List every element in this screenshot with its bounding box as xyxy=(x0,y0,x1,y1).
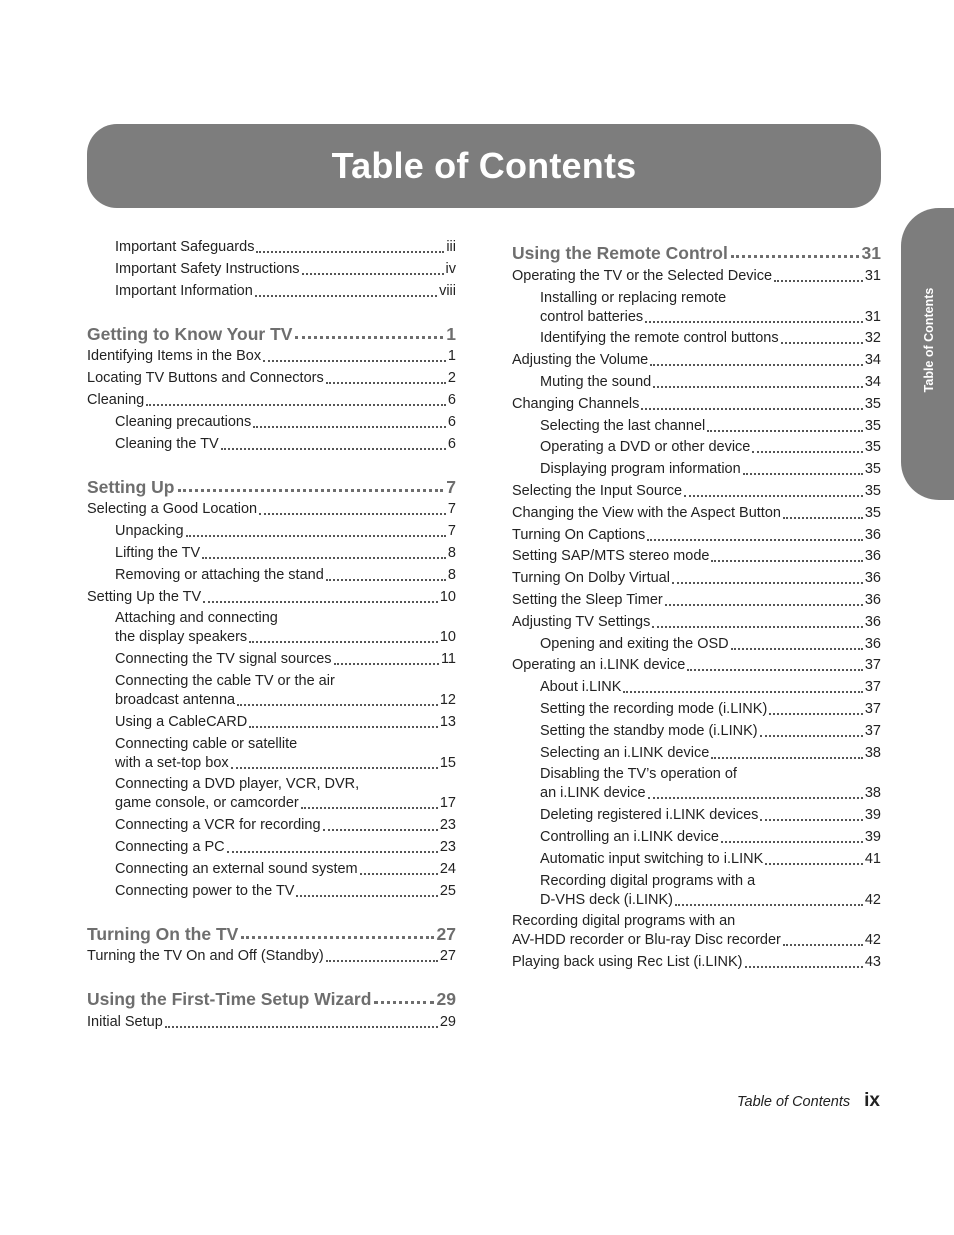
toc-entry[interactable] xyxy=(87,347,456,366)
toc-entry-page: iv xyxy=(445,260,456,277)
toc-entry-title: Selecting the Input Source xyxy=(512,482,683,499)
toc-entry-page: 27 xyxy=(439,948,456,965)
toc-entry[interactable] xyxy=(87,816,456,835)
toc-entry[interactable] xyxy=(512,591,881,610)
dot-leader xyxy=(231,767,438,769)
toc-entry[interactable] xyxy=(87,369,456,388)
section-heading[interactable] xyxy=(87,472,456,498)
toc-entry[interactable] xyxy=(512,289,881,327)
toc-entry-title: Setting the standby mode (i.LINK) xyxy=(540,722,758,739)
dot-leader xyxy=(647,539,863,541)
section-heading[interactable] xyxy=(87,984,456,1010)
dot-leader xyxy=(256,251,444,253)
toc-entry-title: Setting the recording mode (i.LINK) xyxy=(540,700,768,717)
toc-entry-title-line: Connecting cable or satellite xyxy=(115,735,298,752)
toc-right-column xyxy=(512,238,881,972)
toc-entry-title-line: Disabling the TV’s operation of xyxy=(540,766,737,783)
page-footer xyxy=(737,1090,880,1112)
toc-entry[interactable] xyxy=(512,329,881,348)
toc-entry-last-line xyxy=(115,691,456,710)
toc-entry-page: 37 xyxy=(864,679,881,696)
toc-entry[interactable] xyxy=(87,282,456,301)
toc-entry[interactable] xyxy=(512,351,881,370)
toc-entry-page: 35 xyxy=(864,439,881,456)
toc-entry-title-line: control batteries xyxy=(540,308,644,325)
toc-entry-page: 42 xyxy=(864,932,881,949)
section-heading-page: 31 xyxy=(861,243,881,263)
toc-entry[interactable] xyxy=(512,744,881,763)
toc-entry-page: 36 xyxy=(864,613,881,630)
toc-entry-title: Setting SAP/MTS stereo mode xyxy=(512,548,710,565)
toc-entry[interactable] xyxy=(512,765,881,803)
toc-entry-page: 17 xyxy=(439,795,456,812)
section-heading-page: 27 xyxy=(436,923,456,944)
toc-entry-page: 10 xyxy=(439,588,456,605)
toc-entry-title: Muting the sound xyxy=(540,373,652,390)
dot-leader xyxy=(711,757,863,759)
dot-leader xyxy=(202,557,446,559)
toc-entry-page: 31 xyxy=(864,308,881,325)
toc-entry-page: 39 xyxy=(864,807,881,824)
section-heading[interactable] xyxy=(87,319,456,345)
toc-entry-page: 35 xyxy=(864,395,881,412)
toc-left-column xyxy=(87,238,456,1032)
toc-section xyxy=(512,238,881,972)
section-heading-page: 29 xyxy=(436,989,456,1010)
dot-leader xyxy=(374,1001,433,1004)
dot-leader xyxy=(203,601,438,603)
toc-entry-last-line xyxy=(115,794,456,813)
toc-entry-title-line: the display speakers xyxy=(115,629,248,646)
dot-leader xyxy=(295,336,443,339)
dot-leader xyxy=(259,513,446,515)
toc-entry-title-line: with a set-top box xyxy=(115,754,229,771)
toc-entry[interactable] xyxy=(87,1013,456,1032)
toc-entry-title: Cleaning the TV xyxy=(115,435,219,452)
toc-entry-page: 35 xyxy=(864,461,881,478)
toc-entry-title: Adjusting TV Settings xyxy=(512,613,651,630)
toc-entry[interactable] xyxy=(87,588,456,607)
dot-leader xyxy=(323,829,438,831)
section-heading-title: Getting to Know Your TV xyxy=(87,323,293,344)
toc-entry-page: iii xyxy=(446,239,456,255)
toc-section xyxy=(87,919,456,967)
toc-entry-title-line: Recording digital programs with an xyxy=(512,913,736,930)
dot-leader xyxy=(650,364,863,366)
section-heading[interactable] xyxy=(512,238,881,264)
dot-leader xyxy=(711,560,862,562)
toc-entry[interactable] xyxy=(87,260,456,279)
toc-entry-page: 7 xyxy=(447,501,456,518)
dot-leader xyxy=(731,648,863,650)
toc-entry[interactable] xyxy=(87,391,456,410)
toc-entry-title: Setting Up the TV xyxy=(87,588,202,605)
toc-entry-title: Playing back using Rec List (i.LINK) xyxy=(512,954,743,971)
toc-entry-title-line: Installing or replacing remote xyxy=(540,289,727,306)
toc-entry-page: 38 xyxy=(864,744,881,761)
toc-entry-page: 8 xyxy=(447,544,456,561)
toc-entry[interactable] xyxy=(512,373,881,392)
toc-entry[interactable] xyxy=(512,850,881,869)
dot-leader xyxy=(665,604,863,606)
dot-leader xyxy=(774,280,863,282)
toc-entry-page: 6 xyxy=(447,413,456,430)
toc-entry-title: Displaying program information xyxy=(540,461,741,478)
dot-leader xyxy=(653,386,863,388)
dot-leader xyxy=(652,626,862,628)
toc-entry[interactable] xyxy=(512,872,881,910)
toc-entry-page: 15 xyxy=(439,754,456,771)
toc-entry-title: Removing or attaching the stand xyxy=(115,566,324,583)
toc-entry-page: 7 xyxy=(447,523,456,540)
toc-entry-title-line: AV-HDD recorder or Blu-ray Disc recorder xyxy=(512,932,781,949)
toc-entry-title: Important Safety Instructions xyxy=(115,260,300,277)
toc-entry-title-line: Connecting a DVD player, VCR, DVR, xyxy=(115,776,360,793)
toc-entry[interactable] xyxy=(512,417,881,436)
toc-entry-title: Operating the TV or the Selected Device xyxy=(512,267,773,284)
toc-entry-title: Changing the View with the Aspect Button xyxy=(512,504,781,521)
dot-leader xyxy=(641,408,862,410)
toc-entry-title: About i.LINK xyxy=(540,679,622,696)
toc-entry[interactable] xyxy=(512,504,881,523)
dot-leader xyxy=(255,295,437,297)
toc-entry-page: 8 xyxy=(447,566,456,583)
toc-entry-page: 37 xyxy=(864,657,881,674)
toc-entry-page: 39 xyxy=(864,828,881,845)
toc-entry-page: 35 xyxy=(864,417,881,434)
toc-entry-page: 1 xyxy=(447,348,456,365)
dot-leader xyxy=(684,495,863,497)
toc-entry-title: Turning On Captions xyxy=(512,526,646,543)
toc-entry-title: Identifying the remote control buttons xyxy=(540,330,779,347)
dot-leader xyxy=(249,726,438,728)
dot-leader xyxy=(783,944,863,946)
toc-entry[interactable] xyxy=(512,547,881,566)
toc-entry-title: Opening and exiting the OSD xyxy=(540,635,729,652)
toc-entry[interactable] xyxy=(87,238,456,257)
toc-entry-last-line xyxy=(512,931,881,950)
toc-section xyxy=(87,319,456,454)
toc-entry-title: Connecting power to the TV xyxy=(115,882,295,899)
dot-leader xyxy=(648,797,863,799)
toc-entry-title-line: game console, or camcorder xyxy=(115,795,299,812)
toc-entry[interactable] xyxy=(87,544,456,563)
dot-leader xyxy=(707,430,863,432)
toc-entry[interactable] xyxy=(512,828,881,847)
dot-leader xyxy=(623,691,862,693)
toc-entry-page: 31 xyxy=(864,267,881,284)
dot-leader xyxy=(334,663,439,665)
dot-leader xyxy=(178,489,444,492)
toc-entry-page: 13 xyxy=(439,713,456,730)
toc-entry-last-line xyxy=(115,628,456,647)
toc-entry-page: 37 xyxy=(864,700,881,717)
section-heading-page: 1 xyxy=(446,323,456,344)
toc-entry-page: 24 xyxy=(439,860,456,877)
toc-entry[interactable] xyxy=(512,438,881,457)
toc-entry-page: 36 xyxy=(864,570,881,587)
toc-entry[interactable] xyxy=(512,460,881,479)
dot-leader xyxy=(645,321,863,323)
toc-entry[interactable] xyxy=(87,735,456,773)
footer-label: Table of Contents xyxy=(737,1094,851,1110)
dot-leader xyxy=(165,1026,438,1028)
toc-entry[interactable] xyxy=(87,609,456,647)
toc-entry-title: Cleaning xyxy=(87,391,145,408)
toc-entry-page: 34 xyxy=(864,352,881,369)
dot-leader xyxy=(227,851,438,853)
dot-leader xyxy=(360,873,438,875)
toc-entry-title: Deleting registered i.LINK devices xyxy=(540,807,759,824)
dot-leader xyxy=(263,360,446,362)
toc-entry-title: Identifying Items in the Box xyxy=(87,348,262,365)
toc-entry-title: Operating an i.LINK device xyxy=(512,657,686,674)
toc-entry-page: 43 xyxy=(864,954,881,971)
toc-entry-title: Selecting the last channel xyxy=(540,417,706,434)
dot-leader xyxy=(675,904,863,906)
dot-leader xyxy=(146,404,446,406)
toc-entry[interactable] xyxy=(87,522,456,541)
dot-leader xyxy=(769,713,863,715)
toc-entry[interactable] xyxy=(87,500,456,519)
toc-entry-page: 23 xyxy=(439,817,456,834)
toc-entry[interactable] xyxy=(87,672,456,710)
section-heading-title: Turning On the TV xyxy=(87,923,239,944)
toc-entry-page: 23 xyxy=(439,838,456,855)
dot-leader xyxy=(253,426,446,428)
toc-entry-page: 6 xyxy=(447,435,456,452)
dot-leader xyxy=(241,936,433,939)
dot-leader xyxy=(731,255,859,258)
toc-entry[interactable] xyxy=(87,882,456,901)
toc-entry-page: 29 xyxy=(439,1014,456,1031)
dot-leader xyxy=(672,582,863,584)
toc-entry-title: Operating a DVD or other device xyxy=(540,439,751,456)
toc-entry[interactable] xyxy=(512,678,881,697)
front-matter xyxy=(87,238,456,301)
toc-entry-title: Connecting the TV signal sources xyxy=(115,651,332,668)
dot-leader xyxy=(249,641,438,643)
toc-entry[interactable] xyxy=(512,613,881,632)
toc-entry-page: 42 xyxy=(864,891,881,908)
toc-entry[interactable] xyxy=(87,713,456,732)
dot-leader xyxy=(221,448,446,450)
toc-entry-title: Cleaning precautions xyxy=(115,413,252,430)
toc-entry[interactable] xyxy=(512,700,881,719)
section-heading-title: Using the Remote Control xyxy=(512,243,728,263)
toc-entry-page: 36 xyxy=(864,548,881,565)
toc-entry-page: 32 xyxy=(864,330,881,347)
toc-entry[interactable] xyxy=(512,656,881,675)
dot-leader xyxy=(326,579,446,581)
title-banner xyxy=(87,124,881,208)
toc-entry-title: Using a CableCARD xyxy=(115,713,248,730)
toc-entry[interactable] xyxy=(512,395,881,414)
toc-entry-title: Adjusting the Volume xyxy=(512,352,649,369)
dot-leader xyxy=(326,382,446,384)
toc-entry-title: Controlling an i.LINK device xyxy=(540,828,719,845)
toc-entry[interactable] xyxy=(512,953,881,972)
toc-entry-page: 2 xyxy=(447,370,456,387)
toc-entry-title: Important Information xyxy=(115,282,253,299)
toc-section xyxy=(87,984,456,1032)
toc-entry-page: 38 xyxy=(864,785,881,802)
toc-entry-page: 25 xyxy=(439,882,456,899)
toc-entry-page: 6 xyxy=(447,391,456,408)
toc-entry-title: Selecting an i.LINK device xyxy=(540,744,710,761)
toc-entry-title: Important Safeguards xyxy=(115,239,255,255)
toc-entry-page: 36 xyxy=(864,526,881,543)
toc-entry-last-line xyxy=(540,308,881,327)
toc-entry[interactable] xyxy=(87,860,456,879)
toc-entry[interactable] xyxy=(512,526,881,545)
side-tab-label: Table of Contents xyxy=(922,287,936,393)
toc-entry-title: Turning the TV On and Off (Standby) xyxy=(87,948,324,965)
toc-entry-title-line: D-VHS deck (i.LINK) xyxy=(540,891,673,908)
dot-leader xyxy=(302,273,444,275)
toc-entry-title-line: Attaching and connecting xyxy=(115,610,278,627)
toc-entry-page: 11 xyxy=(440,651,456,668)
toc-entry[interactable] xyxy=(87,435,456,454)
dot-leader xyxy=(301,807,438,809)
dot-leader xyxy=(721,841,863,843)
toc-entry[interactable] xyxy=(87,413,456,432)
toc-entry-title: Changing Channels xyxy=(512,395,640,412)
toc-entry[interactable] xyxy=(512,267,881,286)
dot-leader xyxy=(326,960,438,962)
toc-entry[interactable] xyxy=(87,775,456,813)
toc-entry-page: 37 xyxy=(864,722,881,739)
toc-entry-title: Lifting the TV xyxy=(115,544,201,561)
section-heading-title: Setting Up xyxy=(87,476,175,497)
toc-entry-title: Connecting an external sound system xyxy=(115,860,358,877)
toc-entry-title: Connecting a VCR for recording xyxy=(115,817,321,834)
toc-entry[interactable] xyxy=(512,635,881,654)
toc-entry[interactable] xyxy=(87,650,456,669)
toc-entry[interactable] xyxy=(512,482,881,501)
toc-entry-title-line: broadcast antenna xyxy=(115,691,236,708)
toc-entry-page: 34 xyxy=(864,373,881,390)
dot-leader xyxy=(237,704,438,706)
page-title: Table of Contents xyxy=(331,145,637,186)
dot-leader xyxy=(760,819,862,821)
toc-entry-title-line: an i.LINK device xyxy=(540,785,646,802)
toc-entry-last-line xyxy=(115,754,456,773)
toc-entry[interactable] xyxy=(512,569,881,588)
toc-entry-page: 12 xyxy=(439,691,456,708)
toc-entry-page: 36 xyxy=(864,591,881,608)
toc-entry-title: Automatic input switching to i.LINK xyxy=(540,850,764,867)
dot-leader xyxy=(296,895,437,897)
dot-leader xyxy=(745,966,863,968)
toc-entry-title: Initial Setup xyxy=(87,1014,163,1031)
toc-entry-title: Setting the Sleep Timer xyxy=(512,591,663,608)
toc-entry[interactable] xyxy=(512,806,881,825)
toc-entry-page: 35 xyxy=(864,482,881,499)
toc-entry-page: 10 xyxy=(439,629,456,646)
toc-entry-last-line xyxy=(540,891,881,910)
toc-entry-title-line: Recording digital programs with a xyxy=(540,872,756,889)
toc-entry[interactable] xyxy=(87,566,456,585)
page-number: ix xyxy=(864,1090,880,1111)
dot-leader xyxy=(783,517,863,519)
toc-entry[interactable] xyxy=(512,912,881,950)
dot-leader xyxy=(752,451,863,453)
dot-leader xyxy=(743,473,863,475)
toc-entry-title: Selecting a Good Location xyxy=(87,501,258,518)
toc-entry-last-line xyxy=(540,784,881,803)
toc-entry-title: Turning On Dolby Virtual xyxy=(512,570,670,587)
toc-entry-title: Unpacking xyxy=(115,523,184,540)
dot-leader xyxy=(760,735,863,737)
toc-entry-title-line: Connecting the cable TV or the air xyxy=(115,672,335,689)
section-heading-title: Using the First-Time Setup Wizard xyxy=(87,989,372,1010)
toc-entry-page: viii xyxy=(439,282,456,299)
toc-section xyxy=(87,472,456,901)
toc-entry-page: 35 xyxy=(864,504,881,521)
dot-leader xyxy=(687,669,863,671)
dot-leader xyxy=(186,535,446,537)
toc-entry-page: 36 xyxy=(864,635,881,652)
dot-leader xyxy=(765,863,863,865)
toc-entry[interactable] xyxy=(87,838,456,857)
toc-entry[interactable] xyxy=(87,947,456,966)
dot-leader xyxy=(781,342,863,344)
section-heading-page: 7 xyxy=(446,476,456,497)
section-heading[interactable] xyxy=(87,919,456,945)
toc-entry-title: Connecting a PC xyxy=(115,838,225,855)
toc-entry-title: Locating TV Buttons and Connectors xyxy=(87,370,324,387)
toc-entry[interactable] xyxy=(512,722,881,741)
toc-entry-page: 41 xyxy=(864,850,881,867)
